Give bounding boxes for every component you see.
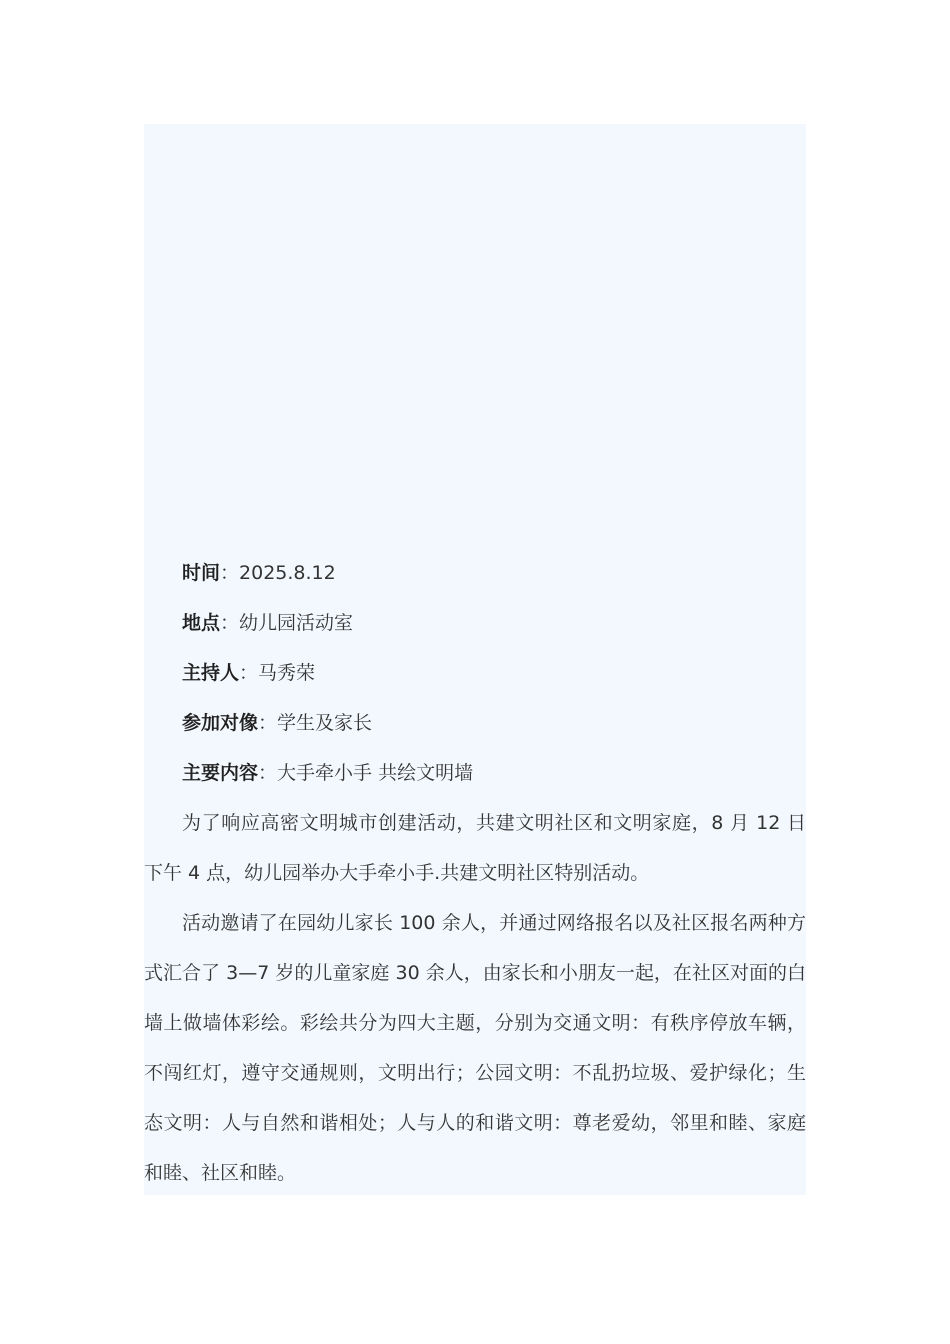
meta-participants-value: 学生及家长 [277,712,373,734]
meta-separator: ： [258,762,278,784]
meta-host-label: 主持人 [182,662,240,684]
meta-participants-label: 参加对像 [182,712,259,734]
meta-main-content-label: 主要内容 [182,762,259,784]
meta-main-content-value: 大手牵小手 共绘文明墙 [277,762,474,784]
meta-main-content [182,760,473,786]
body-paragraph-intro: 为了响应高密文明城市创建活动，共建文明社区和文明家庭，8 月 12 日下午 4 点，幼儿园举办大手牵小手.共建文明社区特别活动。 [144,812,806,884]
meta-separator: ： [239,662,259,684]
meta-time-label: 时间 [182,562,221,584]
meta-location-value: 幼儿园活动室 [239,612,354,634]
meta-host-value: 马秀荣 [258,662,316,684]
meta-separator: ： [220,562,240,584]
body-paragraph-activity: 活动邀请了在园幼儿家长 100 余人，并通过网络报名以及社区报名两种方式汇合了 3—7 岁的儿童家庭 30 余人，由家长和小朋友一起，在社区对面的白墙上做墙体彩绘。彩绘共分为四大主题，分别为交通文明：有秩序停放车辆，不闯红灯，遵守交通规则，文明出行；公园文明：不乱扔垃圾、爱护绿化；生态文明：人与自然和谐相处；人与人的和谐文明：尊老爱幼，邻里和睦、家庭和睦、社区和睦。 [144,912,806,1184]
meta-time [182,560,336,586]
meta-separator: ： [258,712,278,734]
meta-participants [182,710,372,736]
meta-location-label: 地点 [182,612,221,634]
meta-location [182,610,353,636]
meta-host [182,660,315,686]
meta-separator: ： [220,612,240,634]
meta-time-value: 2025.8.12 [239,562,336,584]
